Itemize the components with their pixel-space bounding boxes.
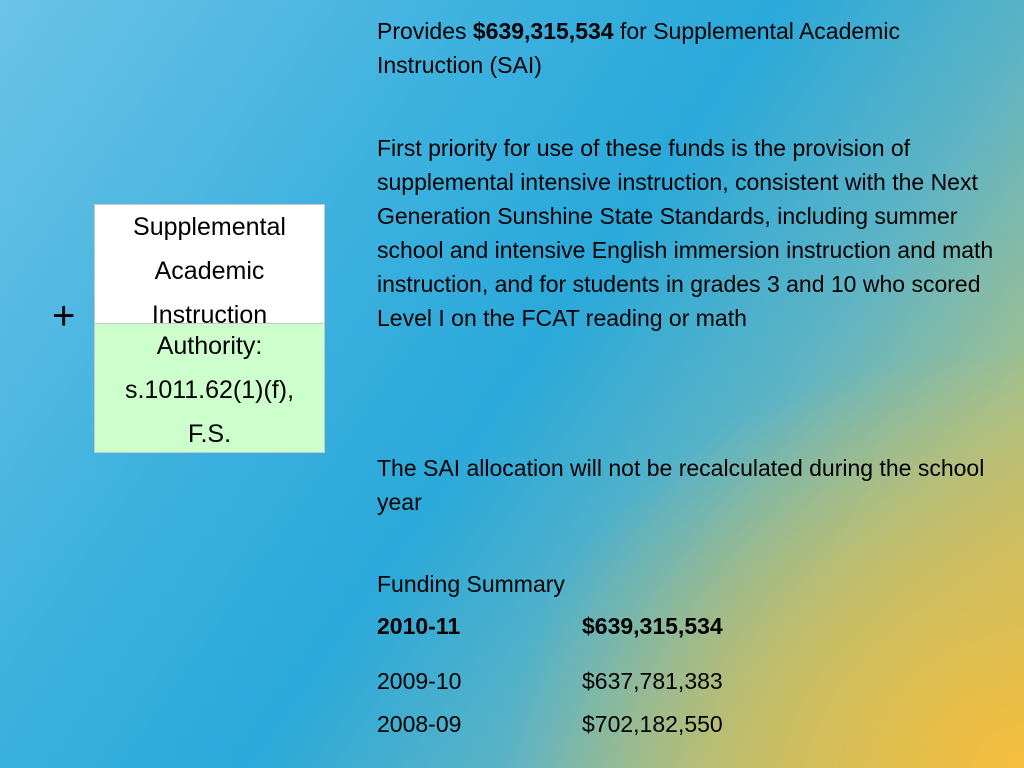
funding-amount: $639,315,534	[582, 613, 723, 639]
funding-year: 2008-09	[377, 711, 462, 737]
authority-line-3: F.S.	[187, 420, 232, 448]
authority-line-1: Authority:	[156, 332, 263, 360]
priority-paragraph: First priority for use of these funds is the provision of supplemental intensive instruction, consistent with the Next Generation Sunshine State Standards, including summer school and intensive English immersion instruction and math instruction, and for students in grades 3 and 10 who scored Level I on the FCAT reading or math	[377, 135, 994, 331]
funding-summary-title: Funding Summary	[377, 571, 565, 597]
authority-box	[94, 323, 325, 453]
funding-paragraph	[377, 14, 997, 82]
funding-prefix: Provides	[377, 18, 473, 44]
funding-year: 2009-10	[377, 668, 462, 694]
title-line-2: Academic	[154, 257, 265, 285]
funding-amount: $637,781,383	[582, 668, 723, 694]
funding-amount: $702,182,550	[582, 711, 723, 737]
title-line-3: Instruction	[151, 301, 268, 324]
recalc-paragraph: The SAI allocation will not be recalculated during the school year	[377, 455, 985, 515]
plus-sign: +	[52, 294, 76, 338]
title-box	[94, 204, 325, 324]
funding-suffix: for Supplemental Academic Instruction (SAI)	[377, 18, 900, 78]
funding-year: 2010-11	[377, 613, 461, 639]
authority-line-2: s.1011.62(1)(f),	[124, 376, 295, 404]
funding-amount: $639,315,534	[472, 18, 614, 44]
title-line-1: Supplemental	[133, 213, 286, 241]
